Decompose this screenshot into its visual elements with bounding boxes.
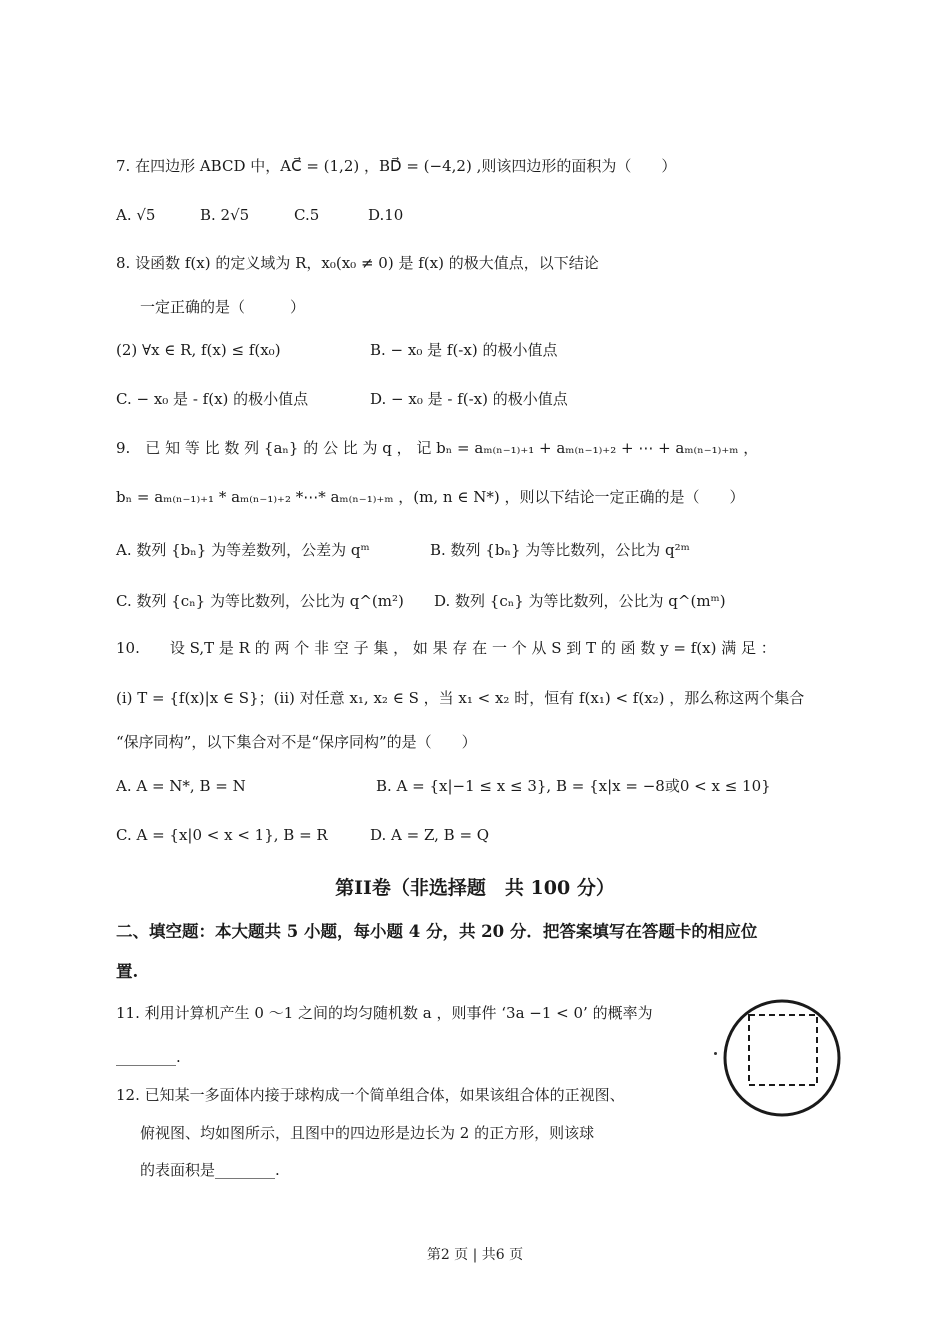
question-7-text: 7. 在四边形 ABCD 中，AC⃗ = (1,2) ，BD⃗ = (−4,2) ,则该四边形的面积为（ ） [116, 157, 677, 175]
page-footer: 第2 页 | 共6 页 [426, 1247, 524, 1263]
question-7-option-b: B. 2√5 [200, 206, 250, 224]
question-9-option-d: D. 数列 {cₙ} 为等比数列，公比为 q^(mᵐ) [434, 592, 726, 610]
question-7-option-c: C.5 [294, 206, 320, 224]
section-2-title: 第II卷（非选择题 共 100 分） [335, 877, 615, 899]
question-9-option-c: C. 数列 {cₙ} 为等比数列，公比为 q^(m²) [116, 592, 404, 610]
question-7-option-a: A. √5 [116, 206, 156, 224]
question-7-option-d: D.10 [368, 206, 404, 224]
question-11-answer-blank: ________. [116, 1048, 181, 1066]
question-8-option-a: (2) ∀x ∈ R, f(x) ≤ f(x₀) [116, 341, 281, 359]
question-8-option-d: D. − x₀ 是 - f(-x) 的极小值点 [370, 390, 568, 408]
question-10-line-2: (i) T = {f(x)|x ∈ S}；(ii) 对任意 x₁, x₂ ∈ S ，当 x₁ < x₂ 时，恒有 f(x₁) < f(x₂) ，那么称这两个集合 [116, 689, 805, 707]
question-9-option-b: B. 数列 {bₙ} 为等比数列，公比为 q²ᵐ [430, 541, 690, 559]
question-10-option-b: B. A = {x|−1 ≤ x ≤ 3}, B = {x|x = −8或0 < x ≤ 10} [376, 777, 771, 795]
question-8-line-2: 一定正确的是（ ） [140, 298, 306, 316]
question-9-line-2: bₙ = aₘ₍ₙ₋₁₎₊₁ * aₘ₍ₙ₋₁₎₊₂ *⋯* aₘ₍ₙ₋₁₎₊ₘ ，(m, n ∈ N*) ，则以下结论一定正确的是（ ） [116, 488, 745, 506]
question-12-line-1: 12. 已知某一多面体内接于球构成一个简单组合体，如果该组合体的正视图、 [116, 1086, 625, 1104]
question-10-option-a: A. A = N*, B = N [116, 777, 246, 795]
question-9-line-1: 9. 已 知 等 比 数 列 {aₙ} 的 公 比 为 q ， 记 bₙ = aₘ₍ₙ₋₁₎₊₁ + aₘ₍ₙ₋₁₎₊₂ + ⋯ + aₘ₍ₙ₋₁₎₊ₘ ， [116, 439, 759, 457]
question-12-line-2: 俯视图、均如图所示，且图中的四边形是边长为 2 的正方形，则该球 [140, 1124, 595, 1142]
sphere-outline [725, 1001, 839, 1115]
question-8-option-c: C. − x₀ 是 - f(x) 的极小值点 [116, 390, 309, 408]
question-9-option-a: A. 数列 {bₙ} 为等差数列，公差为 qᵐ [116, 541, 370, 559]
question-12-line-3: 的表面积是________. [140, 1161, 280, 1179]
question-8-line-1: 8. 设函数 f(x) 的定义域为 R，x₀(x₀ ≠ 0) 是 f(x) 的极大值点，以下结论 [116, 254, 599, 272]
question-8-option-b: B. − x₀ 是 f(-x) 的极小值点 [370, 341, 558, 359]
question-10-line-1: 10. 设 S,T 是 R 的 两 个 非 空 子 集 ， 如 果 存 在 一 个 从 S 到 T 的 函 数 y = f(x) 满 足 ： [116, 639, 776, 657]
circle-square-figure [712, 990, 852, 1130]
question-10-option-d: D. A = Z, B = Q [370, 826, 490, 844]
section-2-heading-line-1: 二、填空题：本大题共 5 小题，每小题 4 分，共 20 分．把答案填写在答题卡的相应位 [116, 922, 758, 941]
question-11-line-1: 11. 利用计算机产生 0 ～1 之间的均匀随机数 a ，则事件 ‘3a −1 < 0’ 的概率为 [116, 1004, 653, 1022]
question-10-line-3: “保序同构”，以下集合对不是“保序同构”的是（ ） [116, 733, 477, 751]
question-10-option-c: C. A = {x|0 < x < 1}, B = R [116, 826, 328, 844]
section-2-heading-line-2: 置. [116, 962, 139, 981]
dashed-square [749, 1015, 817, 1085]
